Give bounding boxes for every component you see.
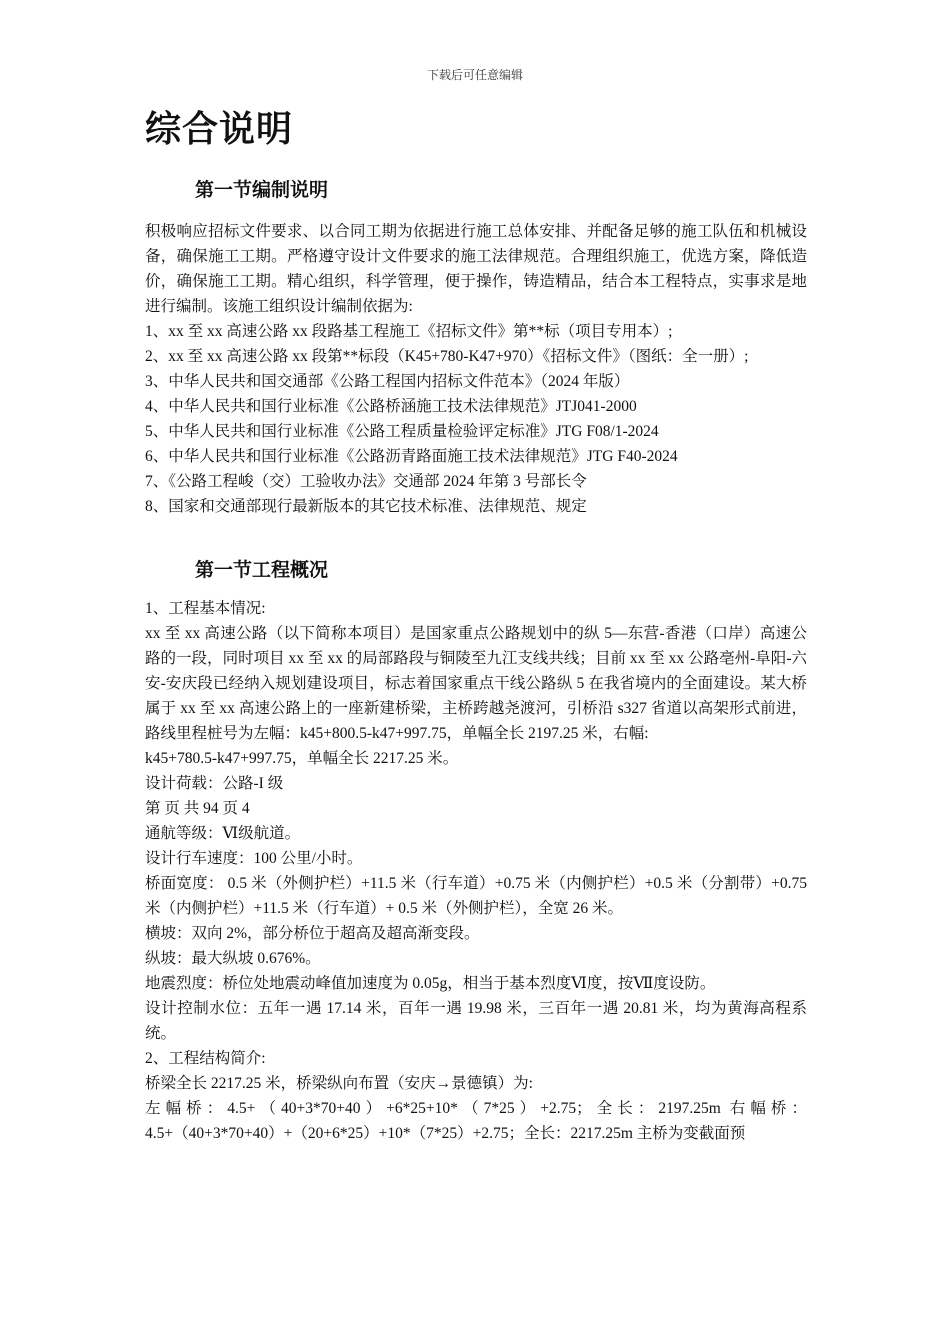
- section-heading: 第一节工程概况: [195, 559, 329, 581]
- page-number-line: 第 页 共 94 页 4: [145, 800, 250, 817]
- paragraph: 设计荷载：公路-I 级: [145, 775, 284, 792]
- paragraph: 纵坡：最大纵坡 0.676%。: [145, 950, 321, 967]
- list-item: 7、《公路工程峻（交）工验收办法》交通部 2024 年第 3 号部长令: [145, 473, 587, 490]
- section-compilation-notes: [145, 175, 807, 519]
- list-item: 5、中华人民共和国行业标准《公路工程质量检验评定标准》JTG F08/1-2024: [145, 423, 659, 440]
- list-item: 6、中华人民共和国行业标准《公路沥青路面施工技术法律规范》JTG F40-2024: [145, 448, 678, 465]
- list-item: 2、xx 至 xx 高速公路 xx 段第**标段（K45+780-K47+970）《招标文件》（图纸：全一册）;: [145, 348, 749, 365]
- paragraph: 横坡：双向 2%，部分桥位于超高及超高渐变段。: [145, 925, 480, 942]
- paragraph: 2、工程结构简介:: [145, 1050, 266, 1067]
- document-title: 综合说明: [145, 109, 294, 150]
- paragraph: 设计控制水位：五年一遇 17.14 米，百年一遇 19.98 米，三百年一遇 20.81 米，均为黄海高程系统。: [145, 1000, 807, 1042]
- list-item: 4、中华人民共和国行业标准《公路桥涵施工技术法律规范》JTJ041-2000: [145, 398, 637, 415]
- document-body: [145, 104, 807, 1146]
- paragraph: 通航等级：Ⅵ级航道。: [145, 825, 301, 842]
- list-item: 8、国家和交通部现行最新版本的其它技术标准、法律规范、规定: [145, 498, 587, 515]
- section-heading: 第一节编制说明: [195, 179, 329, 201]
- paragraph: 积极响应招标文件要求、以合同工期为依据进行施工总体安排、并配备足够的施工队伍和机械设备，确保施工工期。严格遵守设计文件要求的施工法律规范。合理组织施工，优选方案，降低造价，确保施工工期。精心组织，科学管理，便于操作，铸造精品，结合本工程特点，实事求是地进行编制。该施工组织设计编制依据为:: [145, 223, 807, 315]
- paragraph: 地震烈度：桥位处地震动峰值加速度为 0.05g，相当于基本烈度Ⅵ度，按Ⅶ度设防。: [145, 975, 716, 992]
- paragraph: 1、工程基本情况:: [145, 600, 266, 617]
- section-project-overview: [145, 555, 807, 1146]
- paragraph: 设计行车速度：100 公里/小时。: [145, 850, 363, 867]
- list-item: 3、中华人民共和国交通部《公路工程国内招标文件范本》（2024 年版）: [145, 373, 630, 390]
- paragraph: xx 至 xx 高速公路（以下简称本项目）是国家重点公路规划中的纵 5—东营-香港（口岸）高速公路的一段，同时项目 xx 至 xx 的局部路段与铜陵至九江支线共线；目前 xx 至 xx 公路亳州-阜阳-六安-安庆段已经纳入规划建设项目，标志着国家重点干线公路纵 5 在我省境内的全面建设。某大桥属于 xx 至 xx 高速公路上的一座新建桥梁，主桥跨越尧渡河，引桥沿 s327 省道以高架形式前进，路线里程桩号为左幅：k45+800.5-k47+997.75，单幅全长 2197.25 米，右幅:: [145, 625, 807, 742]
- paragraph: 桥面宽度： 0.5 米（外侧护栏）+11.5 米（行车道）+0.75 米（内侧护栏）+0.5 米（分割带）+0.75 米（内侧护栏）+11.5 米（行车道）+ 0.5 米（外侧护栏），全宽 26 米。: [145, 875, 807, 917]
- page-header-note: 下载后可任意编辑: [426, 68, 523, 82]
- paragraph: 桥梁全长 2217.25 米，桥梁纵向布置（安庆→景德镇）为:: [145, 1075, 533, 1092]
- paragraph: k45+780.5-k47+997.75，单幅全长 2217.25 米。: [145, 750, 459, 767]
- paragraph: 左幅桥：4.5+（40+3*70+40）+6*25+10*（7*25）+2.75；全长：2197.25m 右幅桥：4.5+（40+3*70+40）+（20+6*25）+10*（7*25）+2.75；全长：2217.25m 主桥为变截面预: [145, 1100, 807, 1142]
- list-item: 1、xx 至 xx 高速公路 xx 段路基工程施工《招标文件》第**标（项目专用本）;: [145, 323, 673, 340]
